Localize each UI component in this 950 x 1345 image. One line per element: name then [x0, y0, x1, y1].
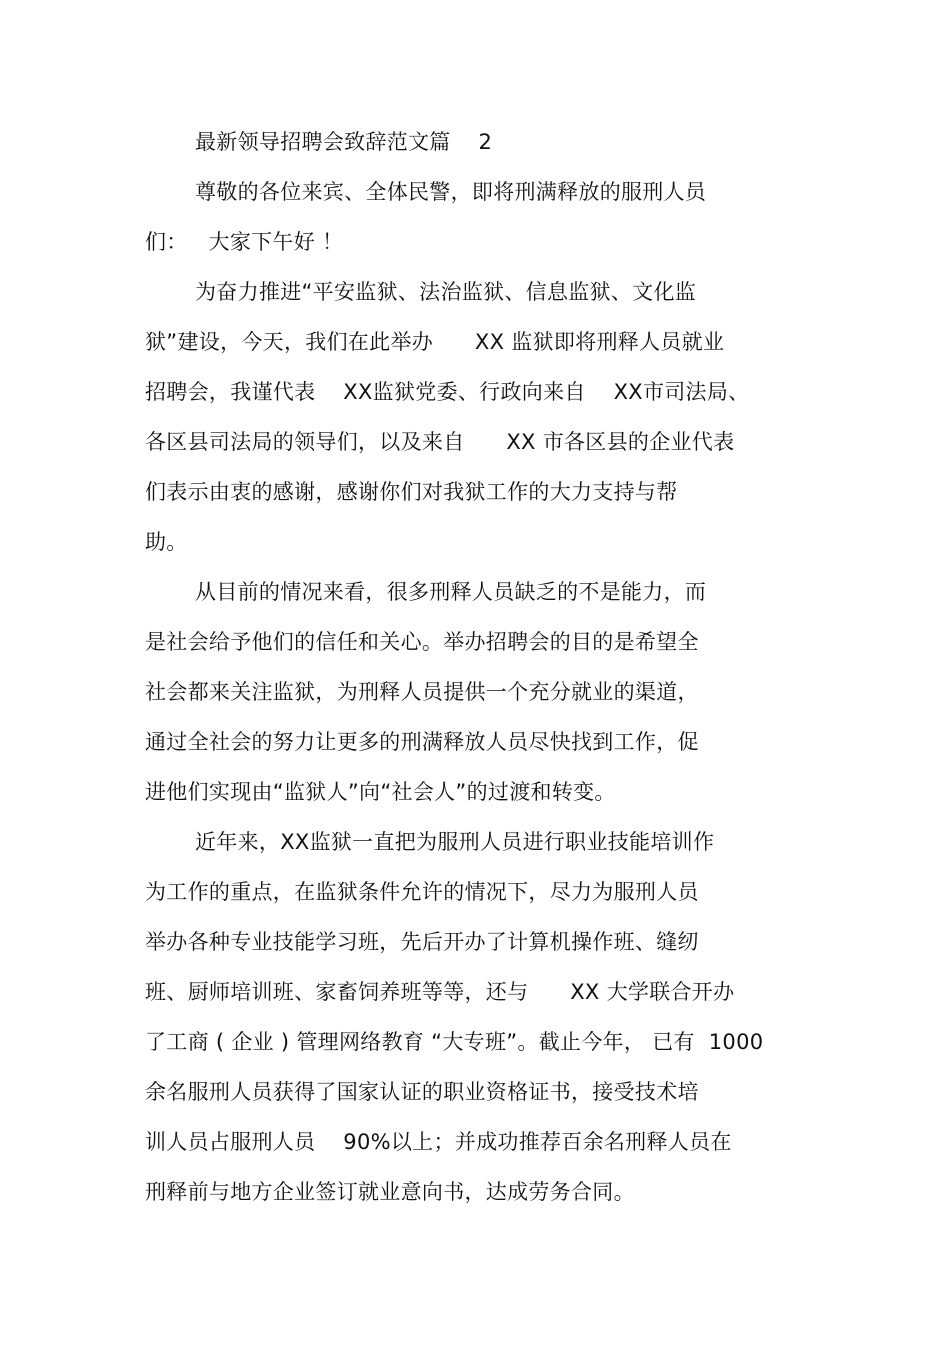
text-line: 余名服刑人员获得了国家认证的职业资格证书，接受技术培 — [145, 1080, 699, 1104]
text-line: 通过全社会的努力让更多的刑满释放人员尽快找到工作，促 — [145, 730, 699, 754]
text-line: 为工作的重点，在监狱条件允许的情况下，尽力为服刑人员 — [145, 880, 699, 904]
text-line: 为奋力推进“平安监狱、法治监狱、信息监狱、文化监 — [195, 280, 697, 304]
text-line: 狱”建设，今天，我们在此举办 XX 监狱即将刑释人员就业 — [145, 330, 725, 354]
text-line: 各区县司法局的领导们，以及来自 XX 市各区县的企业代表 — [145, 430, 735, 454]
text-line: 班、厨师培训班、家畜饲养班等等，还与 XX 大学联合开办 — [145, 980, 735, 1004]
text-line: 举办各种专业技能学习班，先后开办了计算机操作班、缝纫 — [145, 930, 699, 954]
text-line: 社会都来关注监狱，为刑释人员提供一个充分就业的渠道， — [145, 680, 699, 704]
text-line: 从目前的情况来看，很多刑释人员缺乏的不是能力，而 — [195, 580, 707, 604]
text-line: 助。 — [145, 530, 188, 554]
text-line: 们： 大家下午好 ！ — [145, 230, 344, 254]
text-line: 刑释前与地方企业签订就业意向书，达成劳务合同。 — [145, 1180, 635, 1204]
text-line: 近年来，XX监狱一直把为服刑人员进行职业技能培训作 — [195, 830, 715, 854]
text-line: 进他们实现由“监狱人”向“社会人”的过渡和转变。 — [145, 780, 616, 804]
text-line: 招聘会，我谨代表 XX监狱党委、行政向来自 XX市司法局、 — [145, 380, 750, 404]
text-line: 训人员占服刑人员 90%以上；并成功推荐百余名刑释人员在 — [145, 1130, 732, 1154]
text-line: 尊敬的各位来宾、全体民警，即将刑满释放的服刑人员 — [195, 180, 707, 204]
text-line: 是社会给予他们的信任和关心。举办招聘会的目的是希望全 — [145, 630, 699, 654]
text-line: 了工商 ( 企业 ) 管理网络教育 “大专班”。截止今年， 已有 1000 — [145, 1030, 764, 1054]
text-line: 们表示由衷的感谢，感谢你们对我狱工作的大力支持与帮 — [145, 480, 678, 504]
document-title: 最新领导招聘会致辞范文篇 2 — [195, 130, 493, 154]
